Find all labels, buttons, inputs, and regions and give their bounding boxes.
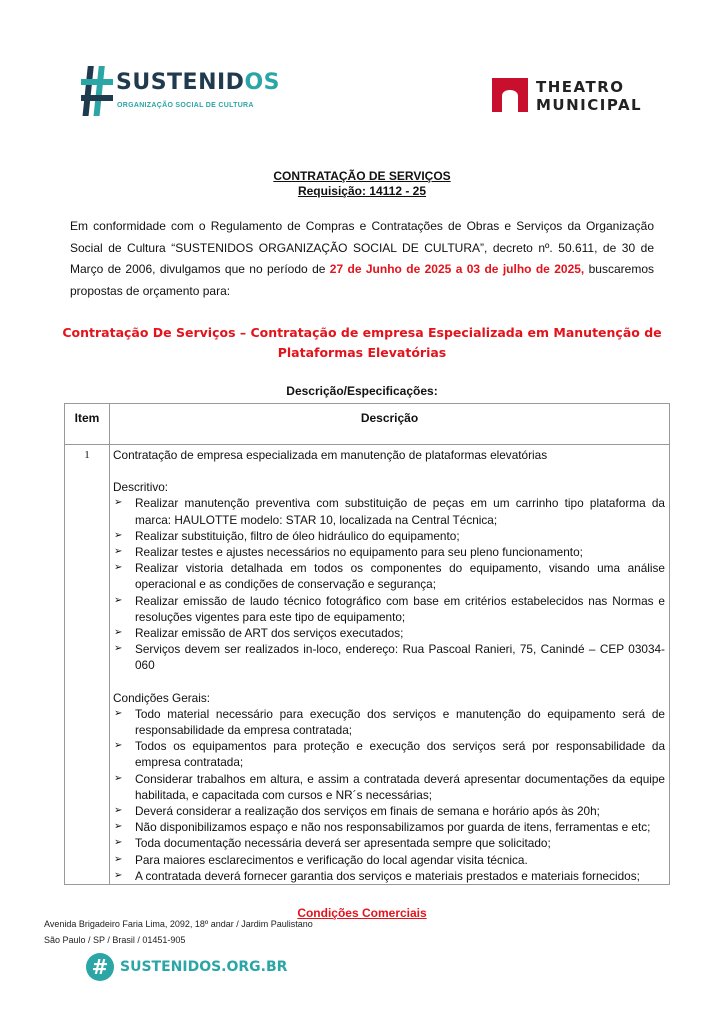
list-item: ➢ Não disponibilizamos espaço e não nos responsabilizamos por guarda de itens, ferramentas e etc;	[114, 820, 651, 835]
intro-period: 27 de Junho de 2025 a 03 de julho de 2025,	[329, 262, 585, 276]
arrow-bullet-icon: ➢	[114, 869, 123, 881]
table-header-divider	[65, 444, 669, 445]
footer-address-line1: Avenida Brigadeiro Faria Lima, 2092, 18º andar / Jardim Paulistano	[44, 919, 313, 929]
arrow-bullet-icon: ➢	[114, 562, 123, 574]
arrow-bullet-icon: ➢	[114, 627, 123, 639]
table-header-description: Descrição	[360, 411, 419, 425]
commercial-conditions-heading: Condições Comerciais	[297, 906, 427, 920]
footer-website-url[interactable]: SUSTENIDOS.ORG.BR	[120, 959, 288, 975]
service-title: Contratação De Serviços – Contratação de empresa Especializada em Manutenção de Plataformas Elevatórias	[62, 325, 662, 360]
list-item: ➢ Todo material necessário para execução dos serviços e manutenção do equipamento será de responsabilidade da empresa contratada;	[114, 706, 665, 738]
list-item: ➢ Serviços devem ser realizados in-loco, endereço: Rua Pascoal Ranieri, 75, Canindé – CEP 03034-060	[114, 642, 665, 673]
sustenidos-hash-logo-icon	[80, 64, 114, 118]
descritivo-label: Descritivo:	[113, 480, 169, 495]
condicoes-label: Condições Gerais:	[113, 690, 211, 705]
list-item: ➢ Realizar manutenção preventiva com substituição de peças em um carrinho tipo plataforma da marca: HAULOTTE modelo: STAR 10, localizada na Central Técnica;	[114, 496, 665, 527]
list-item: ➢ Considerar trabalhos em altura, e assim a contratada deverá apresentar documentações da equipe habilitada, e capacitada com cursos e NR´s necessárias;	[114, 771, 665, 802]
list-item: ➢ Realizar emissão de ART dos serviços executados;	[114, 626, 404, 641]
arrow-bullet-icon: ➢	[114, 643, 123, 655]
arrow-bullet-icon: ➢	[114, 740, 123, 752]
arrow-bullet-icon: ➢	[114, 772, 123, 784]
spec-heading: Descrição/Especificações:	[286, 384, 438, 398]
hash-circle-icon: #	[86, 953, 114, 981]
table-column-divider	[109, 404, 110, 884]
theatro-arch-logo-icon	[490, 74, 530, 114]
sustenidos-logo-name: SUSTENIDOS	[116, 70, 280, 95]
specification-table	[64, 403, 670, 885]
list-item: ➢ Deverá considerar a realização dos serviços em finais de semana e horário após às 20h;	[114, 804, 600, 819]
theatro-logo-line2: MUNICIPAL	[536, 96, 643, 114]
arrow-bullet-icon: ➢	[114, 594, 123, 606]
arrow-bullet-icon: ➢	[114, 707, 123, 719]
arrow-bullet-icon: ➢	[114, 821, 123, 833]
intro-paragraph: Em conformidade com o Regulamento de Compras e Contratações de Obras e Serviços da Organização Social de Cultura “SUSTENIDOS ORGANIZAÇÃO SOCIAL DE CULTURA”, decreto nº. 50.611, de 30 de Março de 2006, divulgamos que no período de 27 de Junho de 2025 a 03 de julho de 2025, buscaremos propostas de orçamento para:	[70, 219, 654, 298]
requisition-number: Requisição: 14112 - 25	[297, 184, 427, 198]
list-item: ➢ Para maiores esclarecimentos e verificação do local agendar visita técnica.	[114, 852, 528, 867]
arrow-bullet-icon: ➢	[114, 837, 123, 849]
theatro-logo-line1: THEATRO	[536, 78, 625, 96]
descritivo-list	[113, 495, 665, 673]
arrow-bullet-icon: ➢	[114, 546, 123, 558]
table-row-description	[113, 447, 665, 884]
arrow-bullet-icon: ➢	[114, 805, 123, 817]
footer-address-line2: São Paulo / SP / Brasil / 01451-905	[44, 935, 186, 945]
sustenidos-logo-subtitle: ORGANIZAÇÃO SOCIAL DE CULTURA	[117, 102, 254, 109]
table-row-item-number: 1	[84, 449, 90, 461]
list-item: ➢ Realizar substituição, filtro de óleo hidráulico do equipamento;	[114, 528, 460, 543]
arrow-bullet-icon: ➢	[114, 529, 123, 541]
arrow-bullet-icon: ➢	[114, 497, 123, 509]
table-header-item: Item	[74, 411, 100, 425]
list-item: ➢ Toda documentação necessária deverá ser apresentada sempre que solicitado;	[114, 836, 551, 851]
list-item: ➢ Todos os equipamentos para proteção e execução dos serviços será por responsabilidade da empresa contratada;	[114, 739, 665, 770]
list-item: ➢ Realizar emissão de laudo técnico fotográfico com base em critérios estabelecidos nas Normas e resoluções vigentes para este tipo de equipamento;	[114, 593, 665, 624]
list-item: ➢ A contratada deverá fornecer garantia dos serviços e materiais prestados e materiais fornecidos;	[114, 868, 640, 883]
list-item: ➢ Realizar vistoria detalhada em todos os componentes do equipamento, visando uma análise operacional e as condições de conservação e segurança;	[114, 561, 665, 592]
row-summary: Contratação de empresa especializada em manutenção de plataformas elevatórias	[113, 448, 548, 462]
arrow-bullet-icon: ➢	[114, 853, 123, 865]
condicoes-list	[113, 706, 665, 884]
document-title: CONTRATAÇÃO DE SERVIÇOS	[273, 169, 451, 183]
list-item: ➢ Realizar testes e ajustes necessários no equipamento para seu pleno funcionamento;	[114, 545, 583, 560]
